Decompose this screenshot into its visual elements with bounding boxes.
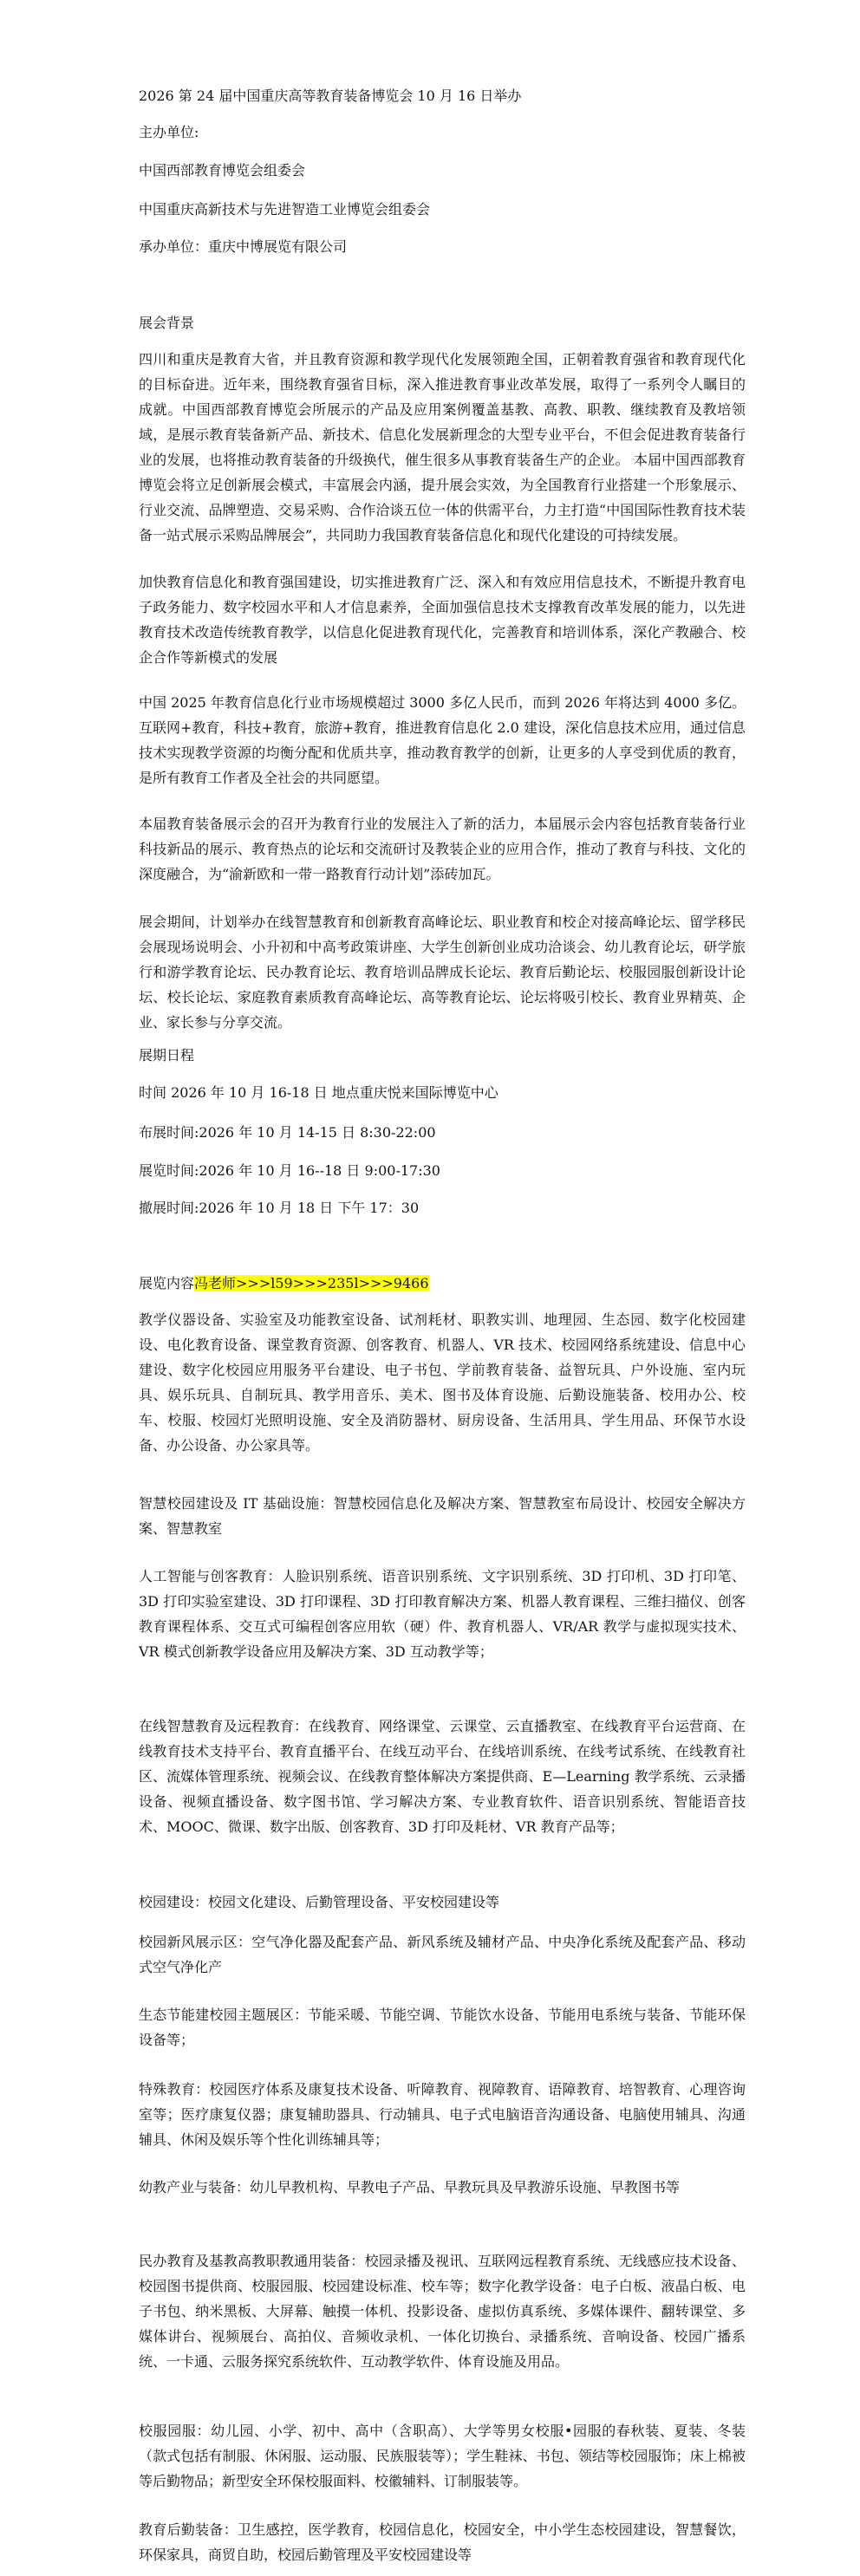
background-paragraph-1: 四川和重庆是教育大省，并且教育资源和教学现代化发展领跑全国，正朝着教育强省和教育现代化的目标奋进。近年来，围绕教育强省目标，深入推进教育事业改革发展，取得了一系列令人瞩目的成就。中国西部教育博览会所展示的产品及应用案例覆盖基教、高教、职教、继续教育及教培领域，是展示教育装备新产品、新技术、信息化发展新理念的大型专业平台，不但会促进教育装备行业的发展，也将推动教育装备的升级换代，催生很多从事教育装备生产的企业。 本届中国西部教育博览会将立足创新展会模式，丰富展会内涵，提升展会实效，为全国教育行业搭建一个形象展示、行业交流、品牌塑造、交易采购、合作洽谈五位一体的供需平台，力主打造“中国国际性教育技术装备一站式展示采购品牌展会”，共同助力我国教育装备信息化和现代化建设的可持续发展。 (139, 351, 746, 543)
organizer-2: 中国重庆高新技术与先进智造工业博览会组委会 (139, 201, 431, 218)
schedule-show: 展览时间:2026 年 10 月 16--18 日 9:00-17:30 (139, 1162, 440, 1179)
exhibit-item: 生态节能建校园主题展区：节能采暖、节能空调、节能饮水设备、节能用电系统与装备、节能环保设备等； (139, 2007, 746, 2048)
organizer-label: 主办单位: (139, 124, 199, 140)
exhibits-heading-label: 展览内容 (139, 1275, 195, 1291)
schedule-teardown: 撤展时间:2026 年 10 月 18 日 下午 17：30 (139, 1200, 420, 1216)
exhibit-item: 幼教产业与装备：幼儿早教机构、早教电子产品、早教玩具及早教游乐设施、早教图书等 (139, 2179, 681, 2195)
schedule-heading: 展期日程 (139, 1047, 195, 1064)
organizer-1: 中国西部教育博览会组委会 (139, 162, 306, 179)
schedule-setup: 布展时间:2026 年 10 月 14-15 日 8:30-22:00 (139, 1124, 436, 1141)
event-title: 2026 第 24 届中国重庆高等教育装备博览会 10 月 16 日举办 (139, 88, 522, 104)
exhibit-item: 特殊教育：校园医疗体系及康复技术设备、听障教育、视障教育、语障教育、培智教育、心理咨询室等；医疗康复仪器；康复辅助器具、行动辅具、电子式电脑语音沟通设备、电脑使用辅具、沟通辅具、休闲及娱乐等个性化训练辅具等； (139, 2081, 746, 2148)
contact-highlight: 冯老师>>>l59>>>235l>>>9466 (194, 1275, 429, 1291)
exhibits-heading (139, 1274, 429, 1293)
background-paragraph-5: 展会期间，计划举办在线智慧教育和创新教育高峰论坛、职业教育和校企对接高峰论坛、留学移民会展现场说明会、小升初和中高考政策讲座、大学生创新创业成功洽谈会、幼儿教育论坛，研学旅行和游学教育论坛、民办教育论坛、教育培训品牌成长论坛、教育后勤论坛、校服园服创新设计论坛、校长论坛、家庭教育素质教育高峰论坛、高等教育论坛、论坛将吸引校长、教育业界精英、企业、家长参与分享交流。 (139, 914, 746, 1031)
background-heading: 展会背景 (139, 315, 195, 331)
exhibit-item: 教育后勤装备：卫生感控，医学教育，校园信息化，校园安全，中小学生态校园建设，智慧餐饮，环保家具，商贸自助，校园后勤管理及平安校园建设等 (139, 2521, 746, 2563)
undertaker: 承办单位：重庆中博展览有限公司 (139, 238, 348, 255)
exhibit-item: 民办教育及基教高教职教通用装备：校园录播及视讯、互联网远程教育系统、无线感应技术设备、校园图书提供商、校服园服、校园建设标准、校车等；数字化教学设备：电子白板、液晶白板、电子书包、纳米黑板、大屏幕、触摸一体机、投影设备、虚拟仿真系统、多媒体课件、翻转课堂、多媒体讲台、视频展台、高拍仪、音频收录机、一体化切换台、录播系统、音响设备、校园广播系统、一卡通、云服务探究系统软件、互动教学软件、体育设施及用品。 (139, 2253, 746, 2370)
exhibit-item: 智慧校园建设及 IT 基础设施：智慧校园信息化及解决方案、智慧教室布局设计、校园安全解决方案、智慧教室 (139, 1495, 746, 1537)
background-paragraph-2: 加快教育信息化和教育强国建设，切实推进教育广泛、深入和有效应用信息技术，不断提升教育电子政务能力、数字校园水平和人才信息素养，全面加强信息技术支撑教育改革发展的能力，以先进教育技术改造传统教育教学，以信息化促进教育现代化，完善教育和培训体系，深化产教融合、校企合作等新模式的发展 (139, 574, 746, 666)
exhibit-item: 在线智慧教育及远程教育：在线教育、网络课堂、云课堂、云直播教室、在线教育平台运营商、在线教育技术支持平台、教育直播平台、在线互动平台、在线培训系统、在线考试系统、在线教育社区、流媒体管理系统、视频会议、在线教育整体解决方案提供商、E—Learning 教学系统、云录播设备、视频直播设备、数字图书馆、学习解决方案、专业教育软件、语音识别系统、智能语音技术、MOOC、微课、数字出版、创客教育、3D 打印及耗材、VR 教育产品等； (139, 1718, 746, 1835)
exhibit-item: 人工智能与创客教育：人脸识别系统、语音识别系统、文字识别系统、3D 打印机、3D 打印笔、3D 打印实验室建设、3D 打印课程、3D 打印教育解决方案、机器人教育课程、三维扫描仪、创客教育课程体系、交互式可编程创客应用软（硬）件、教育机器人、VR/AR 教学与虚拟现实技术、VR 模式创新教学设备应用及解决方案、3D 互动教学等； (139, 1568, 746, 1660)
exhibit-item: 校园新风展示区：空气净化器及配套产品、新风系统及辅材产品、中央净化系统及配套产品、移动式空气净化产 (139, 1934, 746, 1975)
schedule-dates: 时间 2026 年 10 月 16-18 日 地点重庆悦来国际博览中心 (139, 1084, 498, 1101)
exhibit-item: 校服园服：幼儿园、小学、初中、高中（含职高）、大学等男女校服•园服的春秋装、夏装、冬装（款式包括有制服、休闲服、运动服、民族服装等）；学生鞋袜、书包、领结等校园服饰；床上棉被等后勤物品；新型安全环保校服面料、校徽辅料、订制服装等。 (139, 2423, 746, 2489)
background-paragraph-3: 中国 2025 年教育信息化行业市场规模超过 3000 多亿人民币，而到 2026 年将达到 4000 多亿。互联网+教育，科技+教育，旅游+教育，推进教育信息化 2.0 建设，深化信息技术应用，通过信息技术实现教学资源的均衡分配和优质共享，推动教育教学的创新，让更多的人享受到优质的教育，是所有教育工作者及全社会的共同愿望。 (139, 694, 746, 786)
background-paragraph-4: 本届教育装备展示会的召开为教育行业的发展注入了新的活力，本届展示会内容包括教育装备行业科技新品的展示、教育热点的论坛和交流研讨及教装企业的应用合作，推动了教育与科技、文化的深度融合，为“渝新欧和一带一路教育行动计划”添砖加瓦。 (139, 816, 746, 882)
exhibit-item: 教学仪器设备、实验室及功能教室设备、试剂耗材、职教实训、地理园、生态园、数字化校园建设、电化教育设备、课堂教育资源、创客教育、机器人、VR 技术、校园网络系统建设、信息中心建设、数字化校园应用服务平台建设、电子书包、学前教育装备、益智玩具、户外设施、室内玩具、娱乐玩具、自制玩具、教学用音乐、美术、图书及体育设施、后勤设施装备、校用办公、校车、校服、校园灯光照明设施、安全及消防器材、厨房设备、生活用具、学生用品、环保节水设备、办公设备、办公家具等。 (139, 1311, 746, 1454)
exhibit-item: 校园建设：校园文化建设、后勤管理设备、平安校园建设等 (139, 1894, 500, 1910)
